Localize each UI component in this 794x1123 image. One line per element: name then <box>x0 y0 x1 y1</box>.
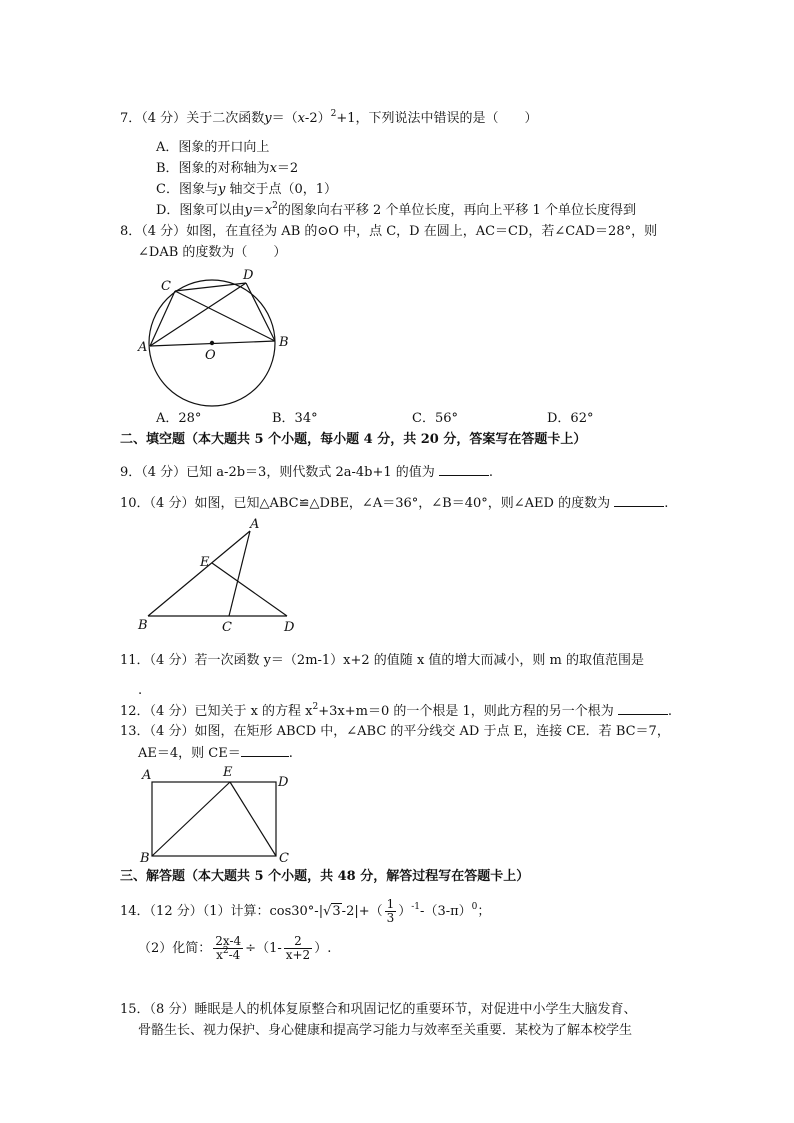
label-b: B <box>138 618 148 633</box>
q9-stem: 9．（4 分）已知 a-2b＝3，则代数式 2a-4b+1 的值为 . <box>120 465 494 480</box>
q7-stem: 7．（4 分）关于二次函数$y=(x-2)^2+1$，下列说法中错误的是（ ） <box>120 109 538 126</box>
q10-stem: 10．（4 分）如图，已知△ABC≌△DBE，∠A＝36°，∠B＝40°，则∠AED 的度数为 . <box>120 496 669 511</box>
q11-end: . <box>138 683 143 698</box>
fraction-one-third: $\frac{1}{3}$ <box>386 897 395 925</box>
section-2-heading: 二、填空题（本大题共 5 个小题，每小题 4 分，共 20 分，答案写在答题卡上） <box>120 432 587 447</box>
label-a: A <box>142 768 152 783</box>
q7-option-d: D．图象可以由$y=x^2$的图象向右平移 2 个单位长度，再向上平移 1 个单位长度得到 <box>156 201 636 218</box>
q7-option-b: B．图象的对称轴为x＝2 <box>156 161 299 176</box>
q8-option-d: D．62° <box>547 411 594 426</box>
q13-stem-line1: 13．（4 分）如图，在矩形 ABCD 中，∠ABC 的平分线交 AD 于点 E，连接 CE．若 BC＝7， <box>120 724 670 739</box>
section-3-heading: 三、解答题（本大题共 5 个小题，共 48 分，解答过程写在答题卡上） <box>120 869 530 884</box>
q11-stem: 11．（4 分）若一次函数 y＝（2m-1）x+2 的值随 x 值的增大而减小，则 m 的取值范围是 <box>120 653 644 668</box>
label-a: A <box>250 517 260 532</box>
label-d: D <box>284 620 295 635</box>
q14-part1: 14．（12 分）（1）计算：cos30°-|√3-2|+（ $\frac{1}{3}$ ）$^{-1}-(3-\pi)^0$； <box>120 897 491 925</box>
q15-line2: 骨骼生长、视力保护、身心健康和提高学习能力与效率至关重要．某校为了解本校学生 <box>138 1023 633 1038</box>
q7-option-a: A．图象的开口向上 <box>156 140 270 155</box>
q8-option-a: A．28° <box>156 411 202 426</box>
label-c: C <box>161 279 171 294</box>
label-d: D <box>278 775 289 790</box>
fraction-1: $\frac{2x-4}{x^2-4}$ <box>215 934 242 962</box>
label-c: C <box>222 620 232 635</box>
q14-part2: （2）化简： $\frac{2x-4}{x^2-4}$ ÷（1- $\frac{2}{x+2}$ ）. <box>138 934 332 962</box>
segment-be <box>152 782 230 856</box>
q8-stem-line1: 8．（4 分）如图，在直径为 AB 的⊙O 中，点 C，D 在圆上，AC＝CD，若∠CAD＝28°，则 <box>120 224 658 239</box>
q7-option-c: C．图象与y 轴交于点（0，1） <box>156 182 337 197</box>
label-b: B <box>279 335 289 350</box>
label-a: A <box>138 340 148 355</box>
label-e: E <box>223 765 233 780</box>
segment-ec <box>230 782 276 856</box>
q8-option-c: C．56° <box>412 411 458 426</box>
label-e: E <box>200 555 210 570</box>
q12-stem: 12．（4 分）已知关于 x 的方程 $x^2+3x+m=0$ 的一个根是 1，则此方程的另一个根为 . <box>120 702 673 719</box>
label-c: C <box>279 851 289 866</box>
q8-option-b: B．34° <box>272 411 318 426</box>
rectangle-abcd <box>152 782 276 856</box>
label-o: O <box>205 348 216 363</box>
fraction-2: $\frac{2}{x+2}$ <box>285 934 311 962</box>
q15-line1: 15．（8 分）睡眠是人的机体复原整合和巩固记忆的重要环节，对促进中小学生大脑发育、 <box>120 1002 637 1017</box>
q8-stem-line2: ∠DAB 的度数为（ ） <box>138 245 287 260</box>
q13-stem-line2: AE＝4，则 CE＝ . <box>138 746 293 761</box>
label-b: B <box>140 851 150 866</box>
label-d: D <box>243 268 254 283</box>
